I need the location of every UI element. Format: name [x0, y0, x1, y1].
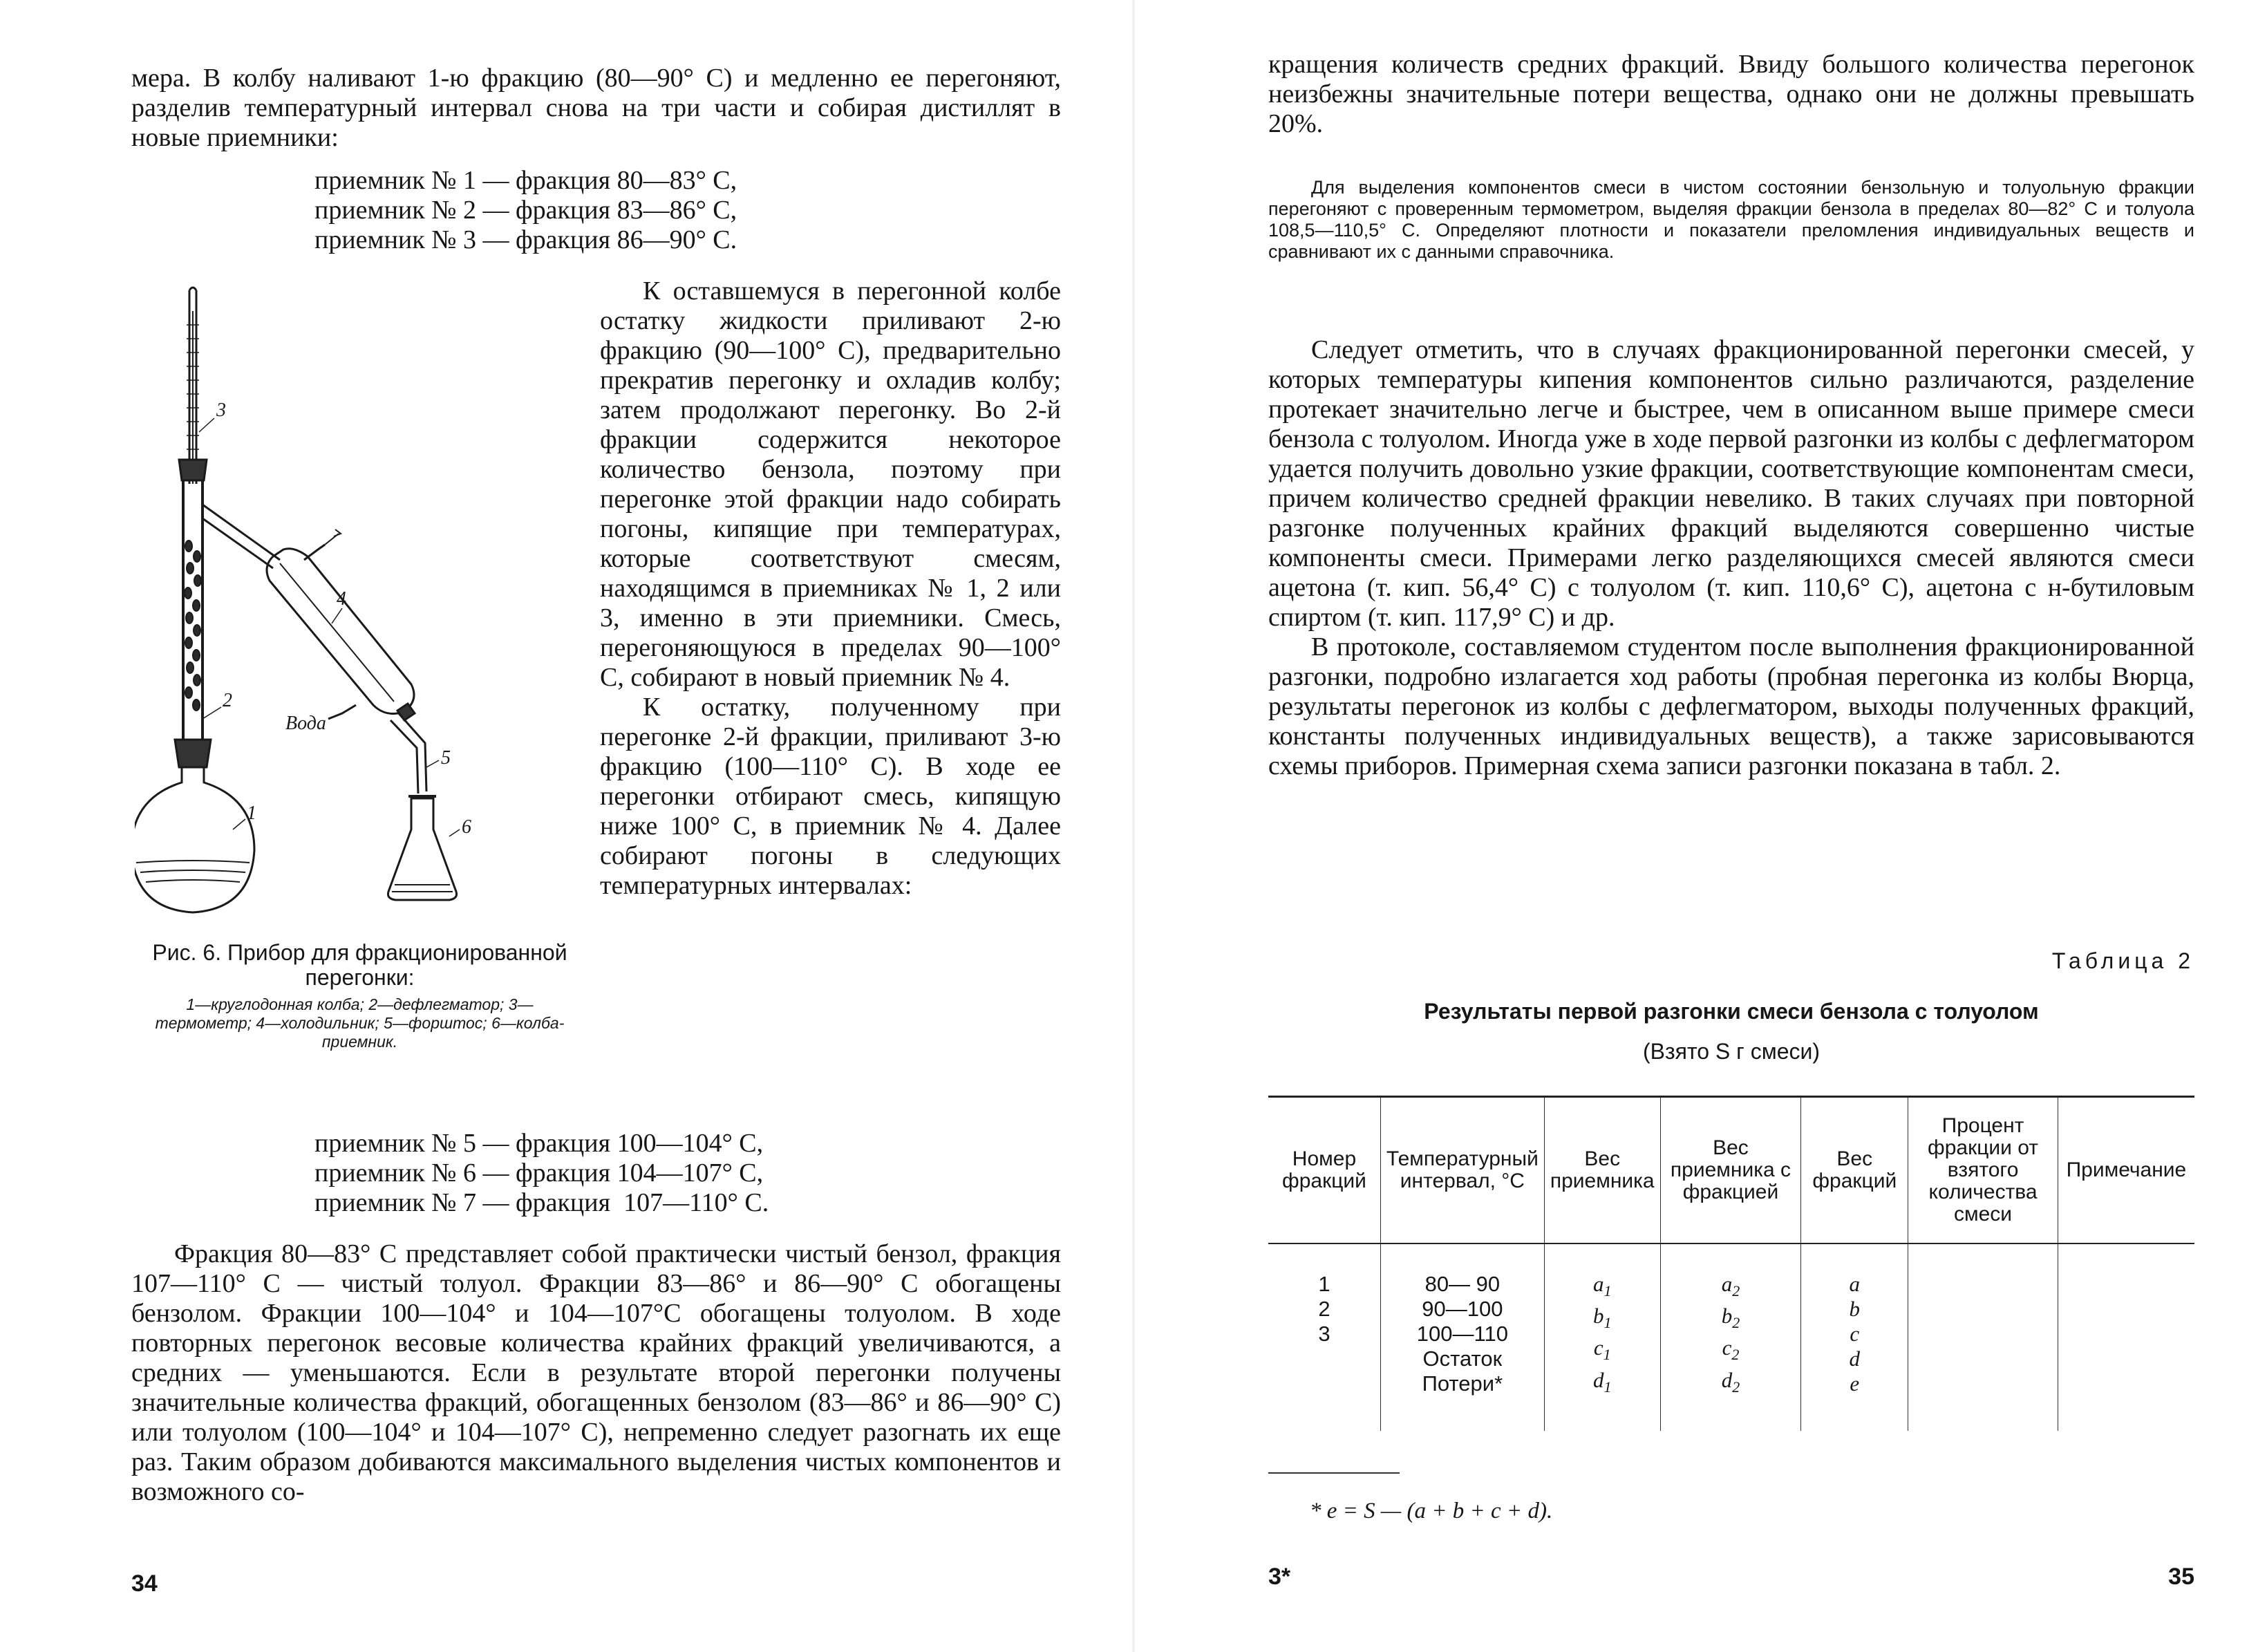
- symbol: $c_2$: [1722, 1335, 1740, 1364]
- receiver-list-2: [314, 1129, 769, 1218]
- symbol: a: [1849, 1272, 1861, 1296]
- header-receiver-with-fraction: Вес приемника с фракцией: [1660, 1097, 1801, 1244]
- header-fraction-number: Номер фракций: [1268, 1097, 1380, 1244]
- footnote: * e = S — (a + b + c + d).: [1310, 1499, 1553, 1523]
- list-item: приемник № 7 — фракция 107—110° С.: [314, 1188, 769, 1217]
- cell-receiver-with-fraction: [1660, 1243, 1801, 1431]
- right-main-text: [1268, 335, 2194, 781]
- symbol: $b_2$: [1721, 1304, 1740, 1332]
- figure-caption-legend: 1—круглодонная колба; 2—дефлегматор; 3—термометр; 4—холодильник; 5—форштос; 6—колба-приемник.: [155, 995, 565, 1051]
- left-column-text: [600, 276, 1061, 901]
- column-stopper: [179, 460, 207, 480]
- round-bottom-flask: [135, 767, 254, 912]
- left-top-paragraph: [131, 64, 1061, 153]
- interval-value: Остаток: [1422, 1346, 1503, 1371]
- list-item: приемник № 3 — фракция 86—90° С.: [314, 225, 737, 254]
- figure-caption: [144, 940, 576, 1051]
- cell-fraction-weights: [1801, 1243, 1908, 1431]
- receiver-list-1: [314, 166, 737, 255]
- list-item: приемник № 6 — фракция 104—107° С,: [314, 1158, 764, 1188]
- adapter: [391, 712, 426, 794]
- figure-caption-title: Рис. 6. Прибор для фракционированной перегонки:: [152, 940, 567, 990]
- header-fraction-percent: Процент фракции от взятого количества смеси: [1908, 1097, 2058, 1244]
- right-page: [1134, 0, 2267, 1652]
- symbol: c: [1850, 1322, 1860, 1346]
- label-2: 2: [223, 690, 232, 711]
- results-table: [1268, 1096, 2194, 1431]
- symbol: b: [1849, 1297, 1861, 1321]
- right-paragraph-2: В протоколе, составляемом студентом после выполнения фракционированной разгонки, подробно излагается ход работы (пробная перегонка из колбы Вюрца, результаты перегонок из колбы с дефлегматором, выходы полученных фракций, константы полученных индивидуальных веществ), а также зарисовываются схемы приборов. Примерная схема записи разгонки показана в табл. 2.: [1268, 632, 2194, 780]
- interval-value: Потери*: [1422, 1371, 1503, 1396]
- page-number-left: 34: [131, 1570, 158, 1597]
- right-top-paragraph: [1268, 50, 2194, 139]
- symbol: $a_1$: [1592, 1272, 1612, 1300]
- signature-mark: 3*: [1268, 1564, 1291, 1590]
- interval-value: 90—100: [1422, 1297, 1503, 1321]
- header-note: Примечание: [2058, 1097, 2194, 1244]
- left-bottom-paragraph: [131, 1239, 1061, 1507]
- table-header-row: [1268, 1097, 2194, 1244]
- cell-receiver-weights: [1544, 1243, 1660, 1431]
- list-item: приемник № 2 — фракция 83—86° С,: [314, 196, 737, 225]
- interval-value: 100—110: [1416, 1322, 1508, 1346]
- fraction-number: 3: [1318, 1322, 1330, 1346]
- left-top-text: мера. В колбу наливают 1-ю фракцию (80—90° С) и медленно ее перегоняют, разделив температурный интервал снова на три части и собирая дистиллят в новые приемники:: [131, 64, 1061, 152]
- header-receiver-weight: Вес приемника: [1544, 1097, 1660, 1244]
- symbol: $b_1$: [1592, 1304, 1612, 1332]
- cell-percent-empty: [1908, 1243, 2058, 1431]
- right-paragraph-1: Следует отметить, что в случаях фракционированной перегонки смесей, у которых температуры кипения компонентов сильно различаются, разделение протекает значительно легче и быстрее, чем в описанном выше примере смеси бензола с толуолом. Иногда уже в ходе первой разгонки из колбы с дефлегматором удается получить довольно узкие фракции, соответствующие компонентам смеси, причем количество средней фракции невелико. В таких случаях при повторной разгонке полученных крайних фракций выделяются совершенно чистые компоненты смеси. Примерами легко разделяющихся смесей являются смеси ацетона (т. кип. 56,4° С) с толуолом (т. кип. 110,6° С), ацетона с н-бутиловым спиртом (т. кип. 117,9° С) и др.: [1268, 335, 2194, 632]
- header-temperature-interval: Температурный интервал, °С: [1380, 1097, 1544, 1244]
- symbol: $d_2$: [1721, 1367, 1740, 1396]
- symbol: d: [1849, 1346, 1861, 1371]
- left-column-paragraph-1: К оставшемуся в перегонной колбе остатку жидкости приливают 2-ю фракцию (90—100° С), предварительно прекратив перегонку и охладив колбу; затем продолжают перегонку. Во 2-й фракции содержится некоторое количество бензола, поэтому при перегонке этой фракции надо собирать погоны, кипящие при температурах, которые соответствуют смесям, находящимся в приемниках № 1, 2 или 3, именно в эти приемники. Смесь, перегоняющуюся в пределах 90—100° С, собирают в новый приемник № 4.: [600, 276, 1061, 692]
- label-3: 3: [216, 400, 226, 421]
- cell-fraction-numbers: [1268, 1243, 1380, 1431]
- left-column-paragraph-2: К остатку, полученному при перегонке 2-й фракции, приливают 3-ю фракцию (100—110° С). В ходе ее перегонки отбирают смесь, кипящую ниже 100° С, в приемник № 4. Далее собирают погоны в следующих температурных интервалах:: [600, 693, 1061, 900]
- water-label: Вода: [285, 713, 326, 734]
- list-item: приемник № 5 — фракция 100—104° С,: [314, 1129, 764, 1158]
- dephlegmator: [183, 480, 203, 740]
- cell-note-empty: [2058, 1243, 2194, 1431]
- interval-value: 80— 90: [1424, 1272, 1501, 1296]
- right-top-text: кращения количеств средних фракций. Ввиду большого количества перегонок неизбежны значительные потери вещества, однако они не должны превышать 20%.: [1268, 50, 2194, 138]
- fraction-number: 2: [1318, 1297, 1330, 1321]
- symbol: $a_2$: [1721, 1272, 1740, 1300]
- cell-intervals: [1380, 1243, 1544, 1431]
- note-text: Для выделения компонентов смеси в чистом состоянии бензольную и толуольную фракции перегоняют с проверенным термометром, выделяя фракции бензола в пределах 80—82° С и толуола 108,5—110,5° С. Определяют плотности и показатели преломления индивидуальных веществ и сравнивают их с данными справочника.: [1268, 177, 2194, 262]
- symbol: e: [1850, 1371, 1860, 1396]
- label-6: 6: [462, 816, 471, 838]
- fraction-number: 1: [1318, 1272, 1330, 1296]
- label-1: 1: [247, 802, 256, 824]
- label-4: 4: [337, 588, 346, 610]
- symbol: $d_1$: [1592, 1367, 1612, 1396]
- symbol: $c_1$: [1593, 1335, 1611, 1364]
- table-label: Таблица 2: [2051, 948, 2194, 973]
- small-print-note: [1268, 177, 2194, 263]
- table-subtitle: (Взято S г смеси): [1642, 1039, 1821, 1064]
- label-5: 5: [441, 747, 451, 769]
- table-body-row: [1268, 1243, 2194, 1431]
- footnote-rule: [1268, 1472, 1400, 1474]
- side-arm: [203, 505, 280, 568]
- table-title: Результаты первой разгонки смеси бензола с толуолом: [1424, 999, 2039, 1024]
- page-number-right: 35: [2168, 1564, 2194, 1590]
- header-fraction-weight: Вес фракций: [1801, 1097, 1908, 1244]
- distillation-apparatus-figure: [135, 283, 577, 926]
- left-bottom-text: Фракция 80—83° С представляет собой практически чистый бензол, фракция 107—110° С — чистый толуол. Фракции 83—86° и 86—90° С обогащены бензолом. Фракции 100—104° и 104—107°С обогащены толуолом. В ходе повторных перегонок весовые количества крайних фракций увеличиваются, а средних — уменьшаются. Если в результате второй перегонки получены значительные количества фракций, обогащенных бензолом (83—86° и 86—90° С) или толуолом (100—104° и 104—107° С), непременно следует разогнать их еще раз. Таким образом добиваются максимального выделения чистых компонентов и возможного со-: [131, 1239, 1061, 1506]
- list-item: приемник № 1 — фракция 80—83° С,: [314, 166, 737, 195]
